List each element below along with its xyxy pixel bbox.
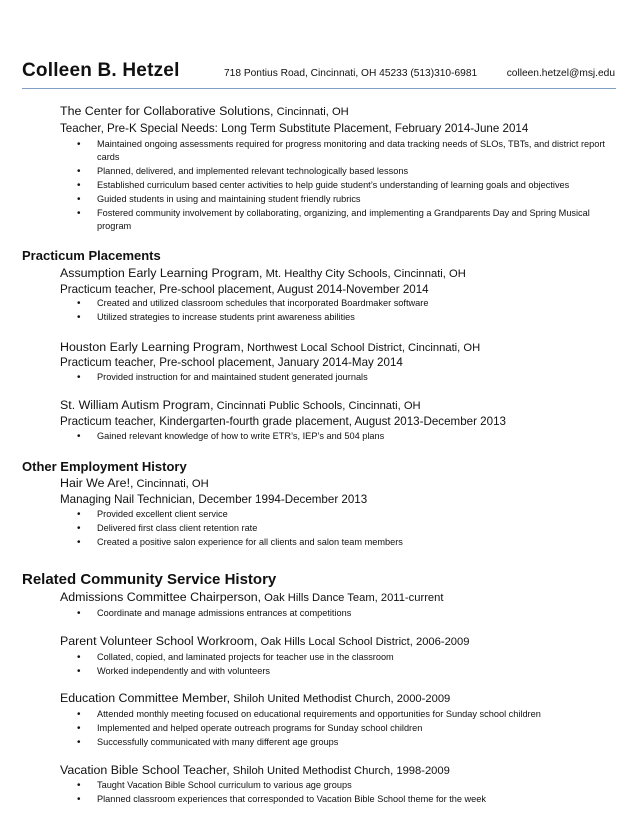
list-item: • Worked independently and with volunteers <box>97 665 617 678</box>
practicum-role: Practicum teacher, Kindergarten-fourth grade placement, August 2013-December 2013 <box>60 415 506 428</box>
list-item: • Provided instruction for and maintained student generated journals <box>97 371 617 384</box>
practicum-organization: Houston Early Learning Program, Northwest Local School District, Cincinnati, OH <box>60 340 481 354</box>
list-item: • Successfully communicated with many different age groups <box>97 736 617 749</box>
employment-organization: Hair We Are!, Cincinnati, OH <box>60 476 209 490</box>
list-item: • Established curriculum based center activities to help guide student’s understanding of learning goals and objectives <box>97 179 617 192</box>
list-item: • Utilized strategies to increase students print awareness abilities <box>97 311 617 324</box>
list-item: • Coordinate and manage admissions entrances at competitions <box>97 607 617 620</box>
section-title-community-service: Related Community Service History <box>22 571 277 588</box>
list-item: • Created and utilized classroom schedules that incorporated Boardmaker software <box>97 297 617 310</box>
contact-address-phone: 718 Pontius Road, Cincinnati, OH 45233 (513)310-6981 <box>224 68 478 79</box>
list-item: • Maintained ongoing assessments required for progress monitoring and data tracking needs of SLOs, TBTs, and district report cards <box>97 138 617 164</box>
service-role: Vacation Bible School Teacher, Shiloh United Methodist Church, 1998-2009 <box>60 763 450 777</box>
job-organization: The Center for Collaborative Solutions, Cincinnati, OH <box>60 104 349 118</box>
list-item: • Planned, delivered, and implemented relevant technologically based lessons <box>97 165 617 178</box>
list-item: • Taught Vacation Bible School curriculum to various age groups <box>97 779 617 792</box>
list-item: • Created a positive salon experience for all clients and salon team members <box>97 536 617 549</box>
resume-header <box>22 58 616 89</box>
practicum-role: Practicum teacher, Pre-school placement, January 2014-May 2014 <box>60 356 403 369</box>
practicum-organization: St. William Autism Program, Cincinnati Public Schools, Cincinnati, OH <box>60 398 421 412</box>
employment-role: Managing Nail Technician, December 1994-December 2013 <box>60 493 368 506</box>
list-item: • Implemented and helped operate outreach programs for Sunday school children <box>97 722 617 735</box>
list-item: • Delivered first class client retention rate <box>97 522 617 535</box>
list-item: • Collated, copied, and laminated projects for teacher use in the classroom <box>97 651 617 664</box>
list-item: • Planned classroom experiences that corresponded to Vacation Bible School theme for the week <box>97 793 617 806</box>
section-title-practicum: Practicum Placements <box>22 248 161 263</box>
practicum-role: Practicum teacher, Pre-school placement, August 2014-November 2014 <box>60 283 429 296</box>
list-item: • Attended monthly meeting focused on educational requirements and opportunities for Sunday school children <box>97 708 617 721</box>
service-role: Admissions Committee Chairperson, Oak Hills Dance Team, 2011-current <box>60 590 444 604</box>
service-role: Education Committee Member, Shiloh United Methodist Church, 2000-2009 <box>60 691 451 705</box>
contact-email: colleen.hetzel@msj.edu <box>506 68 615 79</box>
candidate-name: Colleen B. Hetzel <box>22 60 180 81</box>
list-item: • Gained relevant knowledge of how to write ETR’s, IEP’s and 504 plans <box>97 430 617 443</box>
job-role: Teacher, Pre-K Special Needs: Long Term Substitute Placement, February 2014-June 2014 <box>60 122 529 135</box>
list-item: • Guided students in using and maintaining student friendly rubrics <box>97 193 617 206</box>
section-title-other-employment: Other Employment History <box>22 459 187 474</box>
practicum-organization: Assumption Early Learning Program, Mt. Healthy City Schools, Cincinnati, OH <box>60 266 466 280</box>
list-item: • Provided excellent client service <box>97 508 617 521</box>
list-item: • Fostered community involvement by collaborating, organizing, and implementing a Grandparents Day and Spring Musical program <box>97 207 617 233</box>
service-role: Parent Volunteer School Workroom, Oak Hills Local School District, 2006-2009 <box>60 634 470 648</box>
